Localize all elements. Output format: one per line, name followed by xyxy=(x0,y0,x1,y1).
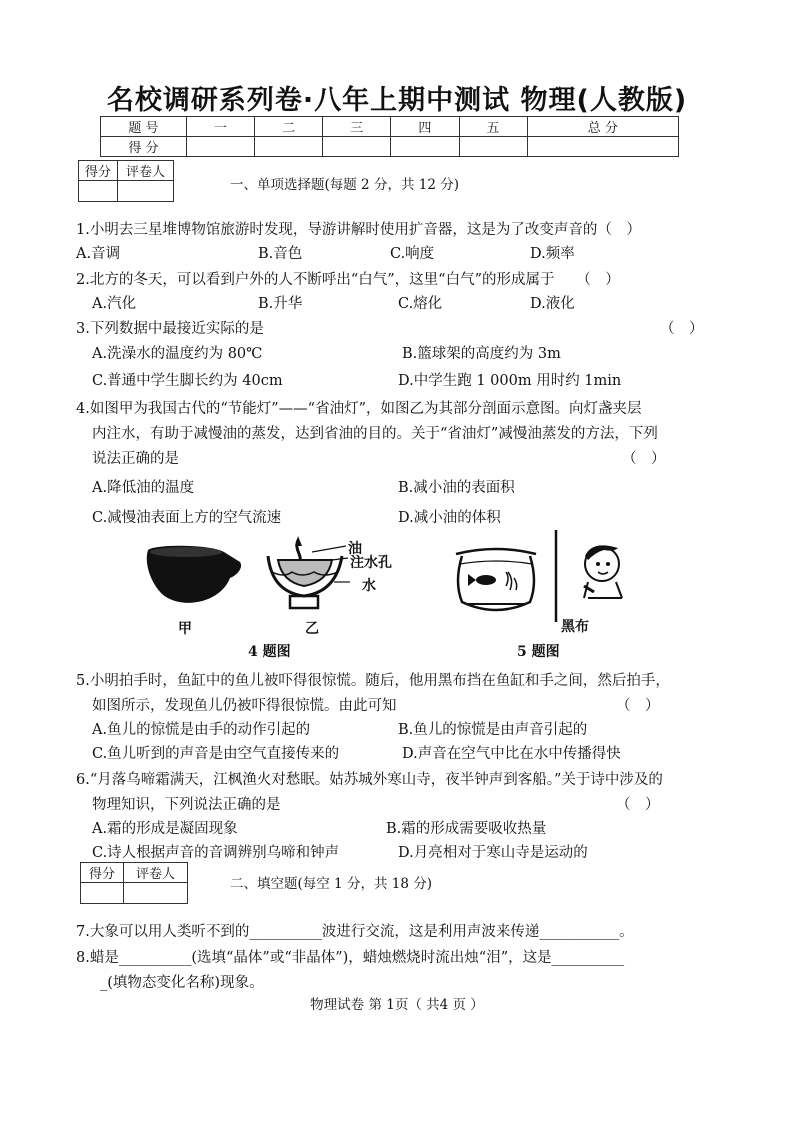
label-yi: 乙 xyxy=(305,621,319,637)
question-7: 7.大象可以用人类听不到的__________波进行交流，这是利用声波来传递___________。 xyxy=(76,924,634,940)
fish-tank-figure xyxy=(448,546,544,618)
figure-5-caption: 5 题图 xyxy=(517,644,560,660)
option: D.声音在空气中比在水中传播得快 xyxy=(402,746,621,762)
label-water-hole: 注水孔 xyxy=(350,555,392,571)
question-5-line: 5.小明拍手时，鱼缸中的鱼儿被吓得很惊慌。随后，他用黑布挡在鱼缸和手之间，然后拍手， xyxy=(76,673,670,689)
option: D.液化 xyxy=(530,296,575,312)
question-8-line: _(填物态变化名称)现象。 xyxy=(100,975,264,991)
question-8-line: 8.蜡是__________(选填“晶体”或“非晶体”)，蜡烛燃烧时流出烛“泪”，这是__________ xyxy=(76,950,625,966)
score-cell: 一 xyxy=(187,117,255,137)
option: D.频率 xyxy=(530,246,575,262)
score-cell: 五 xyxy=(459,117,527,137)
boy-clapping-figure xyxy=(574,538,634,604)
option: B.减小油的表面积 xyxy=(398,480,515,496)
grader-box-2 xyxy=(80,862,188,904)
question-4-line: 4.如图甲为我国古代的“节能灯”——“省油灯”，如图乙为其部分剖面示意图。向灯盏夹层 xyxy=(76,401,642,417)
score-input-cell[interactable] xyxy=(323,137,391,157)
option: A.音调 xyxy=(76,246,121,262)
label-jia: 甲 xyxy=(178,621,192,637)
black-cloth-divider xyxy=(553,530,559,622)
score-cell: 题 号 xyxy=(101,117,187,137)
option: C.鱼儿听到的声音是由空气直接传来的 xyxy=(92,746,340,762)
option: C.诗人根据声音的音调辨别乌啼和钟声 xyxy=(92,845,340,861)
option: C.普通中学生脚长约为 40cm xyxy=(92,373,283,389)
option: B.霜的形成需要吸收热量 xyxy=(386,821,547,837)
grader-score-label: 得分 xyxy=(81,863,124,883)
oil-lamp-cross-section-figure xyxy=(262,532,352,620)
option: D.减小油的体积 xyxy=(398,510,501,526)
option: A.霜的形成是凝固现象 xyxy=(92,821,238,837)
grader-score-input[interactable] xyxy=(79,181,118,202)
grader-name-input[interactable] xyxy=(118,181,174,202)
grader-score-label: 得分 xyxy=(79,161,118,181)
option: C.响度 xyxy=(390,246,435,262)
page-title: 名校调研系列卷·八年上期中测试 物理(人教版) xyxy=(106,85,688,116)
score-input-cell[interactable] xyxy=(255,137,323,157)
score-cell: 得 分 xyxy=(101,137,187,157)
oil-lamp-photo-figure xyxy=(140,538,250,614)
option: B.音色 xyxy=(258,246,303,262)
score-value-row xyxy=(101,137,679,157)
answer-paren: （ ） xyxy=(660,321,704,337)
score-header-row xyxy=(101,117,679,137)
grader-box-1 xyxy=(78,160,174,202)
answer-paren: （ ） xyxy=(616,698,660,714)
section-2-title: 二、填空题(每空 1 分，共 18 分) xyxy=(230,876,432,892)
score-input-cell[interactable] xyxy=(391,137,459,157)
score-cell: 四 xyxy=(391,117,459,137)
label-water: 水 xyxy=(362,578,376,594)
question-5-line: 如图所示，发现鱼儿仍被吓得很惊慌。由此可知 xyxy=(92,698,397,714)
option: A.汽化 xyxy=(92,296,137,312)
option: B.篮球架的高度约为 3m xyxy=(402,346,561,362)
question-2-stem: 2.北方的冬天，可以看到户外的人不断呼出“白气”，这里“白气”的形成属于 （ ） xyxy=(76,272,620,288)
score-input-cell[interactable] xyxy=(459,137,527,157)
section-1-title: 一、单项选择题(每题 2 分，共 12 分) xyxy=(230,177,459,193)
option: C.减慢油表面上方的空气流速 xyxy=(92,510,282,526)
question-6-line: 物理知识，下列说法正确的是 xyxy=(92,797,281,813)
option: A.降低油的温度 xyxy=(92,480,195,496)
score-cell: 三 xyxy=(323,117,391,137)
figure-4-caption: 4 题图 xyxy=(248,644,291,660)
grader-name-input[interactable] xyxy=(124,883,188,904)
question-1-stem: 1.小明去三星堆博物馆旅游时发现，导游讲解时使用扩音器，这是为了改变声音的（ ） xyxy=(76,222,641,238)
score-input-cell[interactable] xyxy=(527,137,678,157)
score-table xyxy=(100,116,679,157)
option: B.升华 xyxy=(258,296,303,312)
option: D.月亮相对于寒山寺是运动的 xyxy=(398,845,588,861)
page-footer: 物理试卷 第 1页（ 共4 页 ） xyxy=(310,997,484,1013)
grader-name-label: 评卷人 xyxy=(124,863,188,883)
question-3-stem: 3.下列数据中最接近实际的是 xyxy=(76,321,264,337)
question-4-line: 内注水，有助于减慢油的蒸发，达到省油的目的。关于“省油灯”减慢油蒸发的方法，下列 xyxy=(92,426,658,442)
question-6-line: 6.“月落乌啼霜满天，江枫渔火对愁眠。姑苏城外寒山寺，夜半钟声到客船。”关于诗中涉及的 xyxy=(76,772,663,788)
option: D.中学生跑 1 000m 用时约 1min xyxy=(398,373,622,389)
label-oil: 油 xyxy=(348,541,362,557)
grader-name-label: 评卷人 xyxy=(118,161,174,181)
score-cell: 二 xyxy=(255,117,323,137)
option: A.洗澡水的温度约为 80℃ xyxy=(92,346,263,362)
score-input-cell[interactable] xyxy=(187,137,255,157)
question-4-line: 说法正确的是 xyxy=(92,451,179,467)
answer-paren: （ ） xyxy=(616,797,660,813)
option: C.熔化 xyxy=(398,296,443,312)
option: B.鱼儿的惊慌是由声音引起的 xyxy=(398,722,588,738)
option: A.鱼儿的惊慌是由手的动作引起的 xyxy=(92,722,311,738)
grader-score-input[interactable] xyxy=(81,883,124,904)
score-cell: 总 分 xyxy=(527,117,678,137)
label-black-cloth: 黑布 xyxy=(561,619,589,635)
answer-paren: （ ） xyxy=(622,451,666,467)
